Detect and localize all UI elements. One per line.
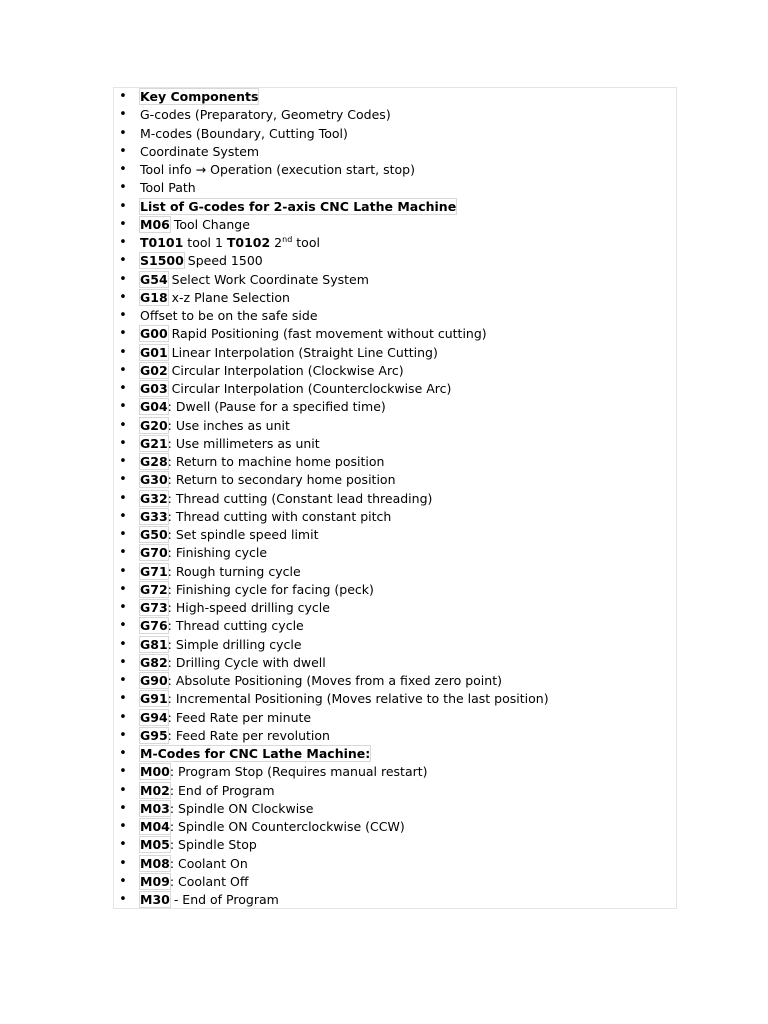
bullet-icon: • [119,308,127,323]
bullet-icon: • [119,490,127,506]
code-description: : Return to secondary home position [167,472,396,488]
bullet-icon: • [119,800,127,816]
bullet-icon: • [119,125,127,141]
code-label: G18 [140,289,168,305]
bullet-icon: • [119,837,127,853]
code-label: G95 [140,727,168,743]
bullet-icon: • [119,855,127,871]
code-label: G90 [140,673,168,688]
list-item [114,216,678,234]
code-label: T0101 [140,235,184,250]
code-description: Rapid Positioning (fast movement without cutting) [167,326,487,342]
code-description: : End of Program [169,782,275,798]
code-label: G30 [140,472,168,488]
item-text: M-codes (Boundary, Cutting Tool) [140,125,348,141]
bullet-icon: • [119,289,127,305]
list-item [114,271,678,289]
code-label: M09 [140,873,170,889]
code-label: G54 [140,271,168,287]
list-item [114,599,678,617]
code-description: : Coolant On [169,855,248,871]
code-label: G28 [140,454,168,469]
list-item [114,636,678,654]
bullet-icon: • [119,819,127,834]
code-label: G82 [140,654,168,670]
code-label: M30 [140,892,170,907]
code-label: M06 [140,216,170,232]
bullet-icon: • [119,162,127,177]
bullet-icon: • [119,399,127,415]
list-item [114,125,678,143]
bullet-icon: • [119,417,127,433]
bullet-icon: • [119,673,127,688]
list-item [114,526,678,544]
code-label: G73 [140,600,168,615]
code-label: G72 [140,581,168,597]
bullet-icon: • [119,326,127,342]
list-item [114,727,678,745]
bullet-icon: • [119,727,127,743]
code-description: : Feed Rate per minute [167,709,312,725]
item-text: G-codes (Preparatory, Geometry Codes) [140,107,391,123]
bullet-icon: • [119,143,127,159]
code-label: M02 [140,782,170,798]
code-description: : Drilling Cycle with dwell [167,654,326,670]
list-item [114,873,678,891]
code-description: : High-speed drilling cycle [167,600,330,615]
code-label: M00 [140,764,170,780]
bullet-icon: • [119,508,127,524]
code-description: Select Work Coordinate System [167,271,369,287]
code-label: G02 [140,362,168,378]
code-description: : Dwell (Pause for a specified time) [167,399,386,415]
bullet-icon: • [119,253,127,269]
bullet-icon: • [119,581,127,597]
code-label: M03 [140,800,170,816]
list-item [114,380,678,398]
code-description: : Thread cutting with constant pitch [167,508,392,524]
bullet-icon: • [119,691,127,707]
bullet-icon: • [119,107,127,123]
code-description: : Thread cutting (Constant lead threading) [167,490,433,506]
list-item [114,855,678,873]
code-description: : Spindle Stop [169,837,257,853]
code-description: : Finishing cycle for facing (peck) [167,581,374,597]
code-description: 2 [270,235,283,250]
code-description: x-z Plane Selection [167,289,290,305]
list-item [114,508,678,526]
list-box [113,87,677,909]
code-label: M05 [140,837,170,853]
code-label: G21 [140,435,168,451]
list-item [114,581,678,599]
code-description: Speed 1500 [183,253,263,269]
code-description: : Simple drilling cycle [167,636,302,652]
code-label: S1500 [140,253,184,269]
list-item [114,362,678,380]
bullet-icon: • [119,344,127,360]
list-item [114,417,678,435]
bullet-icon: • [119,709,127,725]
bullet-icon: • [119,271,127,287]
bullet-icon: • [119,235,127,250]
item-text: Offset to be on the safe side [140,308,318,323]
code-description: : Absolute Positioning (Moves from a fixed zero point) [167,673,502,688]
list-item [114,398,678,416]
bullet-icon: • [119,435,127,451]
code-description: : Return to machine home position [167,454,385,469]
code-label: M08 [140,855,170,871]
code-label: T0102 [226,235,271,250]
list-item [114,289,678,307]
bullet-icon: • [119,782,127,798]
list-item [114,690,678,708]
bullet-icon: • [119,527,127,542]
list-item [114,563,678,581]
list-item [114,106,678,124]
code-description: Circular Interpolation (Counterclockwise Arc) [167,381,452,396]
code-description: tool [292,235,320,250]
list-item [114,344,678,362]
code-label: G00 [140,326,168,342]
bullet-icon: • [119,454,127,469]
code-label: G33 [140,508,168,524]
item-text: Tool Path [140,180,196,196]
code-description: tool 1 [183,235,227,250]
list-item [114,234,678,252]
list-item [114,252,678,270]
section-heading: Key Components [140,89,259,104]
code-description: : Thread cutting cycle [167,618,304,634]
list-item [114,818,678,836]
code-description: : Set spindle speed limit [167,527,319,542]
code-description: : Incremental Positioning (Moves relative to the last position) [167,691,549,707]
code-label: G32 [140,490,168,506]
code-label: G03 [140,381,168,396]
list-item [114,782,678,800]
code-description: : Spindle ON Counterclockwise (CCW) [169,819,405,834]
list-item [114,161,678,179]
bullet-icon: • [119,180,127,196]
ordinal-superscript: nd [282,235,293,244]
bullet-icon: • [119,618,127,634]
code-label: G04 [140,399,168,415]
bullet-icon: • [119,892,127,907]
bullet-icon: • [119,472,127,488]
code-description: : Rough turning cycle [167,563,301,579]
code-label: M04 [140,819,170,834]
list-item [114,800,678,818]
code-label: G71 [140,563,168,579]
code-label: G20 [140,417,168,433]
bullet-icon: • [119,873,127,889]
code-description: Tool Change [169,216,250,232]
bullet-icon: • [119,764,127,780]
list-item [114,544,678,562]
code-label: G50 [140,527,168,542]
code-description: Linear Interpolation (Straight Line Cutting) [167,344,438,360]
code-label: G01 [140,344,168,360]
list-item [114,672,678,690]
item-text: Tool info → Operation (execution start, stop) [140,162,415,177]
list-item [114,617,678,635]
bullet-icon: • [119,216,127,232]
code-description: : Finishing cycle [167,545,268,561]
code-label: G81 [140,636,168,652]
code-label: G70 [140,545,168,561]
list-item [114,435,678,453]
bullet-icon: • [119,654,127,670]
list-item [114,836,678,854]
g-code-list [114,88,678,909]
list-item [114,654,678,672]
bullet-icon: • [119,746,127,761]
code-description: : Use millimeters as unit [167,435,320,451]
bullet-icon: • [119,636,127,652]
list-item [114,471,678,489]
section-heading-item [114,198,678,216]
item-text: Coordinate System [140,143,260,159]
list-item [114,453,678,471]
bullet-icon: • [119,600,127,615]
list-item [114,143,678,161]
list-item [114,179,678,197]
bullet-icon: • [119,563,127,579]
list-item [114,490,678,508]
section-heading-item [114,88,678,106]
code-label: G91 [140,691,168,707]
code-description: : Coolant Off [169,873,249,889]
bullet-icon: • [119,545,127,561]
code-description: : Feed Rate per revolution [167,727,330,743]
section-heading: List of G-codes for 2-axis CNC Lathe Machine [140,198,457,214]
code-description: : Use inches as unit [167,417,290,433]
code-description: : Program Stop (Requires manual restart) [169,764,428,780]
list-item [114,891,678,909]
section-heading-item [114,745,678,763]
list-item [114,325,678,343]
list-item [114,307,678,325]
code-label: G94 [140,709,168,725]
section-heading: M-Codes for CNC Lathe Machine: [140,746,371,761]
bullet-icon: • [119,362,127,378]
bullet-icon: • [119,381,127,396]
code-description: : Spindle ON Clockwise [169,800,314,816]
code-label: G76 [140,618,168,634]
list-item [114,763,678,781]
bullet-icon: • [119,89,127,104]
code-description: Circular Interpolation (Clockwise Arc) [167,362,404,378]
code-description: - End of Program [169,892,279,907]
bullet-icon: • [119,198,127,214]
list-item [114,709,678,727]
